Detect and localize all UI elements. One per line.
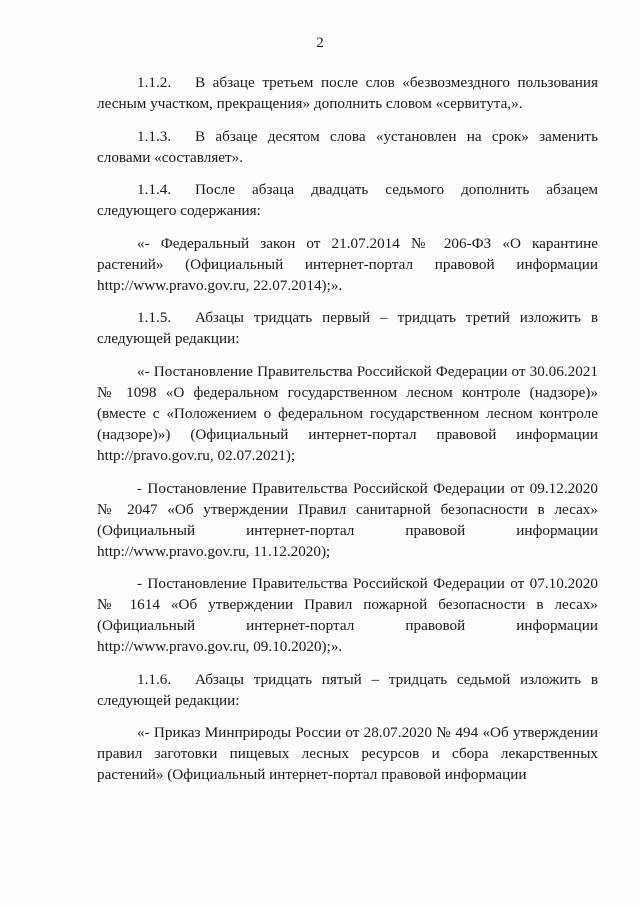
clause-number: 1.1.4.	[137, 181, 172, 199]
quoted-law-206-fz	[97, 233, 598, 296]
paragraph-text: «- Федеральный закон от 21.07.2014 № 206-ФЗ «О карантине растений» (Официальный интернет-портал правовой информации http://www.pravo.gov.ru, 22.07.2014);».	[97, 234, 598, 294]
clause-number: 1.1.3.	[137, 127, 172, 145]
quoted-decree-2047	[97, 478, 598, 562]
paragraph-text: «- Приказ Минприроды России от 28.07.2020 № 494 «Об утверждении правил заготовки пищевых лесных ресурсов и сбора лекарственных растений» (Официальный интернет-портал правовой информации	[97, 724, 598, 784]
paragraph-text: В абзаце десятом слова «установлен на срок» заменить словами «составляет».	[97, 127, 598, 166]
clause-number: 1.1.6.	[137, 670, 172, 688]
page-number: 2	[316, 35, 324, 51]
paragraph-text: Абзацы тридцать пятый – тридцать седьмой изложить в следующей редакции:	[97, 670, 598, 709]
paragraph-text: - Постановление Правительства Российской Федерации от 09.12.2020 № 2047 «Об утверждении Правил санитарной безопасности в лесах» (Официальный интернет-портал правовой информации http://www.pravo.gov.ru, 11.12.2020);	[97, 479, 598, 560]
quoted-decree-1614	[97, 573, 598, 657]
paragraph-1-1-6	[97, 669, 598, 711]
clause-number: 1.1.5.	[137, 309, 172, 327]
paragraph-text: После абзаца двадцать седьмого дополнить абзацем следующего содержания:	[97, 181, 598, 220]
paragraph-1-1-3	[97, 126, 598, 168]
document-body	[97, 72, 598, 785]
quoted-decree-1098	[97, 361, 598, 466]
quoted-order-494	[97, 722, 598, 785]
clause-number: 1.1.2.	[137, 74, 172, 91]
paragraph-text: «- Постановление Правительства Российской Федерации от 30.06.2021 № 1098 «О федеральном государственном лесном контроле (надзоре)» (вместе с «Положением о федеральном государственном лесном контроле (надзоре)») (Официальный интернет-портал правовой информации http://pravo.gov.ru, 02.07.2021);	[97, 362, 598, 464]
paragraph-1-1-5	[97, 307, 598, 349]
paragraph-text: - Постановление Правительства Российской Федерации от 07.10.2020 № 1614 «Об утверждении Правил пожарной безопасности в лесах» (Официальный интернет-портал правовой информации http://www.pravo.gov.ru, 09.10.2020);».	[97, 575, 598, 656]
paragraph-1-1-4	[97, 179, 598, 221]
paragraph-1-1-2	[97, 72, 598, 114]
paragraph-text: Абзацы тридцать первый – тридцать третий изложить в следующей редакции:	[97, 309, 598, 348]
paragraph-text: В абзаце третьем после слов «безвозмездного пользования лесным участком, прекращения» дополнить словом «сервитута,».	[97, 74, 598, 112]
